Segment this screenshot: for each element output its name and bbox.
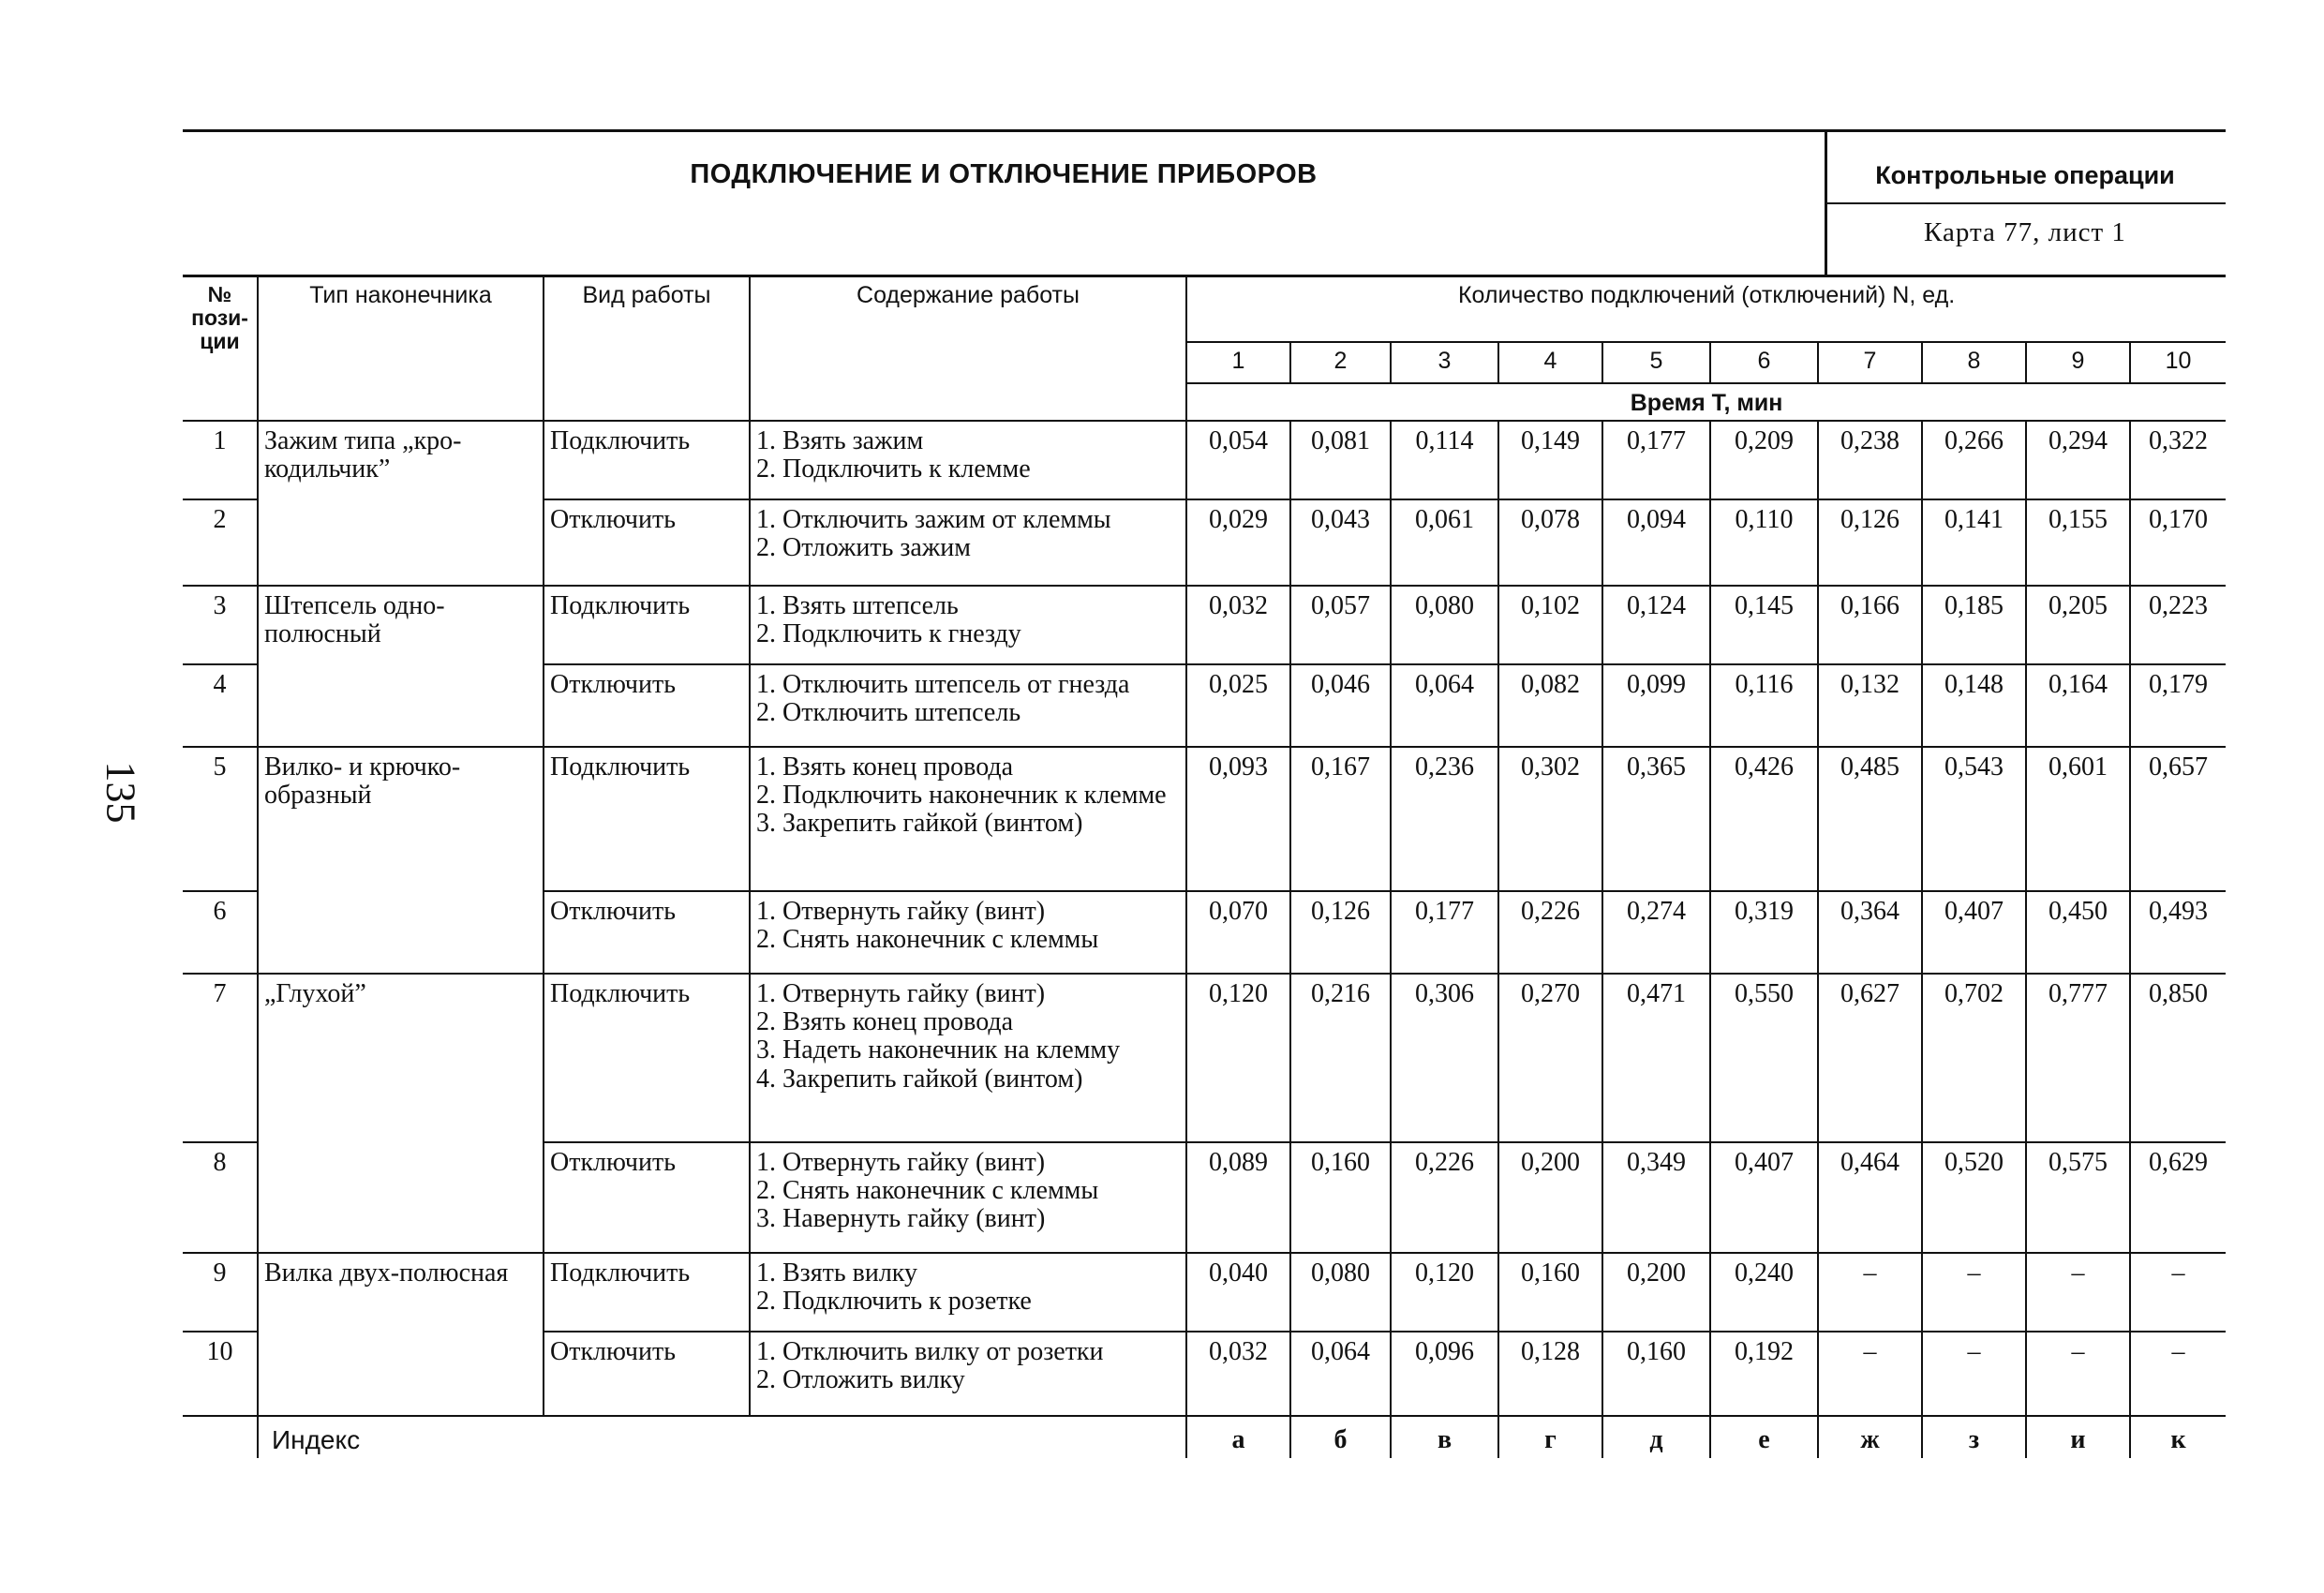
content-line: 1. Взять вилку <box>756 1258 918 1288</box>
time-value: 0,302 <box>1498 747 1602 891</box>
time-value: 0,080 <box>1391 586 1498 664</box>
index-label: Индекс <box>258 1416 750 1458</box>
work-type: Отключить <box>544 1142 750 1253</box>
table-row <box>183 586 2226 664</box>
time-value: 0,164 <box>2026 664 2130 747</box>
table-row <box>183 1253 2226 1332</box>
time-value: 0,102 <box>1498 586 1602 664</box>
time-value: 0,166 <box>1818 586 1922 664</box>
time-value: 0,160 <box>1602 1332 1710 1416</box>
work-content <box>750 664 1186 747</box>
work-content <box>750 1142 1186 1253</box>
time-value: 0,081 <box>1290 421 1391 499</box>
tip-type: Вилко- и крючко-образный <box>258 747 544 974</box>
position-number: 1 <box>183 421 258 499</box>
time-value: 0,485 <box>1818 747 1922 891</box>
time-value: 0,132 <box>1818 664 1922 747</box>
content-line: 2. Снять наконечник с клеммы <box>756 1176 1099 1206</box>
time-value: 0,657 <box>2130 747 2226 891</box>
time-value: – <box>1818 1253 1922 1332</box>
time-value: 0,226 <box>1391 1142 1498 1253</box>
n-header: 8 <box>1922 342 2026 383</box>
work-content <box>750 1253 1186 1332</box>
content-line: 2. Взять конец провода <box>756 1007 1014 1037</box>
index-letter: з <box>1922 1416 2026 1458</box>
n-header: 3 <box>1391 342 1498 383</box>
time-value: 0,407 <box>1710 1142 1818 1253</box>
time-value: 0,306 <box>1391 974 1498 1142</box>
position-number: 3 <box>183 586 258 664</box>
content-line: 1. Отключить штепсель от гнезда <box>756 670 1130 699</box>
time-value: 0,177 <box>1391 891 1498 974</box>
time-value: 0,096 <box>1391 1332 1498 1416</box>
work-type: Подключить <box>544 1253 750 1332</box>
time-value: 0,629 <box>2130 1142 2226 1253</box>
time-value: 0,238 <box>1818 421 1922 499</box>
time-value: 0,170 <box>2130 499 2226 586</box>
time-value: 0,149 <box>1498 421 1602 499</box>
col-quantity: Количество подключений (отключений) N, ед. <box>1186 276 2226 343</box>
time-value: 0,120 <box>1391 1253 1498 1332</box>
work-content <box>750 1332 1186 1416</box>
position-number: 7 <box>183 974 258 1142</box>
index-letter: и <box>2026 1416 2130 1458</box>
position-number: 10 <box>183 1332 258 1416</box>
time-value: 0,082 <box>1498 664 1602 747</box>
position-number: 4 <box>183 664 258 747</box>
content-line: 3. Закрепить гайкой (винтом) <box>756 809 1083 839</box>
time-value: 0,094 <box>1602 499 1710 586</box>
index-letter: г <box>1498 1416 1602 1458</box>
time-value: – <box>2026 1253 2130 1332</box>
time-value: 0,141 <box>1922 499 2026 586</box>
index-letter: ж <box>1818 1416 1922 1458</box>
time-value: 0,025 <box>1186 664 1290 747</box>
work-type: Подключить <box>544 421 750 499</box>
time-value: 0,078 <box>1498 499 1602 586</box>
time-value: 0,319 <box>1710 891 1818 974</box>
card-label: Карта 77, лист 1 <box>1924 217 2126 247</box>
time-value: 0,216 <box>1290 974 1391 1142</box>
content-line: 4. Закрепить гайкой (винтом) <box>756 1064 1083 1094</box>
content-line: 2. Отключить штепсель <box>756 698 1021 728</box>
time-value: 0,177 <box>1602 421 1710 499</box>
work-type: Отключить <box>544 499 750 586</box>
content-line: 2. Подключить к гнезду <box>756 619 1021 649</box>
time-value: 0,200 <box>1498 1142 1602 1253</box>
n-header: 4 <box>1498 342 1602 383</box>
content-line: 2. Подключить наконечник к клемме <box>756 781 1167 811</box>
time-value: 0,160 <box>1498 1253 1602 1332</box>
work-content <box>750 421 1186 499</box>
position-number: 2 <box>183 499 258 586</box>
time-value: 0,349 <box>1602 1142 1710 1253</box>
time-value: 0,236 <box>1391 747 1498 891</box>
time-value: 0,192 <box>1710 1332 1818 1416</box>
time-value: 0,266 <box>1922 421 2026 499</box>
work-type: Подключить <box>544 586 750 664</box>
content-line: 3. Надеть наконечник на клемму <box>756 1035 1121 1065</box>
tip-type: Зажим типа „кро-кодильчик” <box>258 421 544 586</box>
work-type: Отключить <box>544 891 750 974</box>
time-value: 0,322 <box>2130 421 2226 499</box>
time-value: 0,064 <box>1290 1332 1391 1416</box>
content-line: 2. Снять наконечник с клеммы <box>756 925 1099 955</box>
time-value: 0,550 <box>1710 974 1818 1142</box>
time-value: 0,155 <box>2026 499 2130 586</box>
work-type: Отключить <box>544 664 750 747</box>
time-value: 0,040 <box>1186 1253 1290 1332</box>
time-value: 0,575 <box>2026 1142 2130 1253</box>
time-value: 0,426 <box>1710 747 1818 891</box>
time-value: 0,061 <box>1391 499 1498 586</box>
content-line: 2. Подключить к розетке <box>756 1287 1032 1317</box>
time-value: 0,223 <box>2130 586 2226 664</box>
n-header: 1 <box>1186 342 1290 383</box>
content-line: 1. Отключить вилку от розетки <box>756 1337 1104 1366</box>
norms-table <box>183 275 2226 1458</box>
content-line: 1. Взять конец провода <box>756 752 1014 782</box>
time-value: 0,116 <box>1710 664 1818 747</box>
work-content <box>750 974 1186 1142</box>
time-value: 0,089 <box>1186 1142 1290 1253</box>
time-value: 0,032 <box>1186 1332 1290 1416</box>
time-value: 0,032 <box>1186 586 1290 664</box>
content-line: 1. Отвернуть гайку (винт) <box>756 1148 1046 1177</box>
time-value: 0,274 <box>1602 891 1710 974</box>
time-value: 0,128 <box>1498 1332 1602 1416</box>
tip-type: Вилка двух-полюсная <box>258 1253 544 1416</box>
n-header: 2 <box>1290 342 1391 383</box>
time-value: 0,126 <box>1290 891 1391 974</box>
section-label: Контрольные операции <box>1875 161 2175 189</box>
time-value: 0,093 <box>1186 747 1290 891</box>
n-header: 5 <box>1602 342 1710 383</box>
time-value: 0,702 <box>1922 974 2026 1142</box>
work-type: Отключить <box>544 1332 750 1416</box>
page-number: 135 <box>97 761 144 824</box>
time-value: 0,046 <box>1290 664 1391 747</box>
content-line: 1. Отвернуть гайку (винт) <box>756 897 1046 926</box>
time-value: 0,294 <box>2026 421 2130 499</box>
time-value: 0,080 <box>1290 1253 1391 1332</box>
time-value: 0,777 <box>2026 974 2130 1142</box>
time-value: 0,148 <box>1922 664 2026 747</box>
time-value: 0,240 <box>1710 1253 1818 1332</box>
time-value: 0,064 <box>1391 664 1498 747</box>
work-content <box>750 499 1186 586</box>
time-value: 0,054 <box>1186 421 1290 499</box>
position-number: 5 <box>183 747 258 891</box>
n-header: 10 <box>2130 342 2226 383</box>
index-row <box>183 1416 2226 1458</box>
n-header: 9 <box>2026 342 2130 383</box>
time-value: 0,145 <box>1710 586 1818 664</box>
content-line: 2. Отложить вилку <box>756 1365 965 1395</box>
n-header: 7 <box>1818 342 1922 383</box>
time-header: Время Т, мин <box>1186 383 2226 421</box>
time-value: 0,029 <box>1186 499 1290 586</box>
time-value: – <box>1818 1332 1922 1416</box>
time-value: 0,209 <box>1710 421 1818 499</box>
time-value: 0,471 <box>1602 974 1710 1142</box>
time-value: 0,520 <box>1922 1142 2026 1253</box>
time-value: – <box>2130 1332 2226 1416</box>
time-value: 0,365 <box>1602 747 1710 891</box>
work-content <box>750 747 1186 891</box>
table-row <box>183 421 2226 499</box>
time-value: 0,124 <box>1602 586 1710 664</box>
time-value: 0,120 <box>1186 974 1290 1142</box>
time-value: – <box>2130 1253 2226 1332</box>
index-letter: е <box>1710 1416 1818 1458</box>
header-block <box>183 129 2226 275</box>
time-value: 0,226 <box>1498 891 1602 974</box>
content-line: 1. Отключить зажим от клеммы <box>756 505 1111 534</box>
time-value: – <box>2026 1332 2130 1416</box>
work-type: Подключить <box>544 974 750 1142</box>
time-value: 0,114 <box>1391 421 1498 499</box>
content-line: 1. Взять штепсель <box>756 591 959 620</box>
time-value: 0,205 <box>2026 586 2130 664</box>
time-value: 0,270 <box>1498 974 1602 1142</box>
table-row <box>183 747 2226 891</box>
time-value: 0,160 <box>1290 1142 1391 1253</box>
time-value: 0,450 <box>2026 891 2130 974</box>
position-number: 6 <box>183 891 258 974</box>
content-line: 1. Взять зажим <box>756 426 924 455</box>
content-line: 3. Навернуть гайку (винт) <box>756 1204 1046 1234</box>
tip-type: Штепсель одно-полюсный <box>258 586 544 747</box>
index-letter: б <box>1290 1416 1391 1458</box>
index-letter: а <box>1186 1416 1290 1458</box>
time-value: 0,167 <box>1290 747 1391 891</box>
col-tip-type: Тип наконечника <box>258 276 544 422</box>
tip-type: „Глухой” <box>258 974 544 1253</box>
time-value: 0,364 <box>1818 891 1922 974</box>
index-blank <box>183 1416 258 1458</box>
time-value: 0,407 <box>1922 891 2026 974</box>
col-content: Содержание работы <box>750 276 1186 422</box>
index-letter: д <box>1602 1416 1710 1458</box>
time-value: 0,493 <box>2130 891 2226 974</box>
time-value: 0,464 <box>1818 1142 1922 1253</box>
n-header: 6 <box>1710 342 1818 383</box>
position-number: 9 <box>183 1253 258 1332</box>
time-value: 0,057 <box>1290 586 1391 664</box>
index-letter: к <box>2130 1416 2226 1458</box>
index-letter: в <box>1391 1416 1498 1458</box>
time-value: 0,179 <box>2130 664 2226 747</box>
content-line: 1. Отвернуть гайку (винт) <box>756 979 1046 1008</box>
content-line: 2. Отложить зажим <box>756 533 971 563</box>
time-value: 0,601 <box>2026 747 2130 891</box>
time-value: 0,099 <box>1602 664 1710 747</box>
work-type: Подключить <box>544 747 750 891</box>
time-value: 0,043 <box>1290 499 1391 586</box>
col-position: № пози-ции <box>183 276 258 422</box>
time-value: 0,543 <box>1922 747 2026 891</box>
content-line: 2. Подключить к клемме <box>756 454 1031 484</box>
position-number: 8 <box>183 1142 258 1253</box>
work-content <box>750 891 1186 974</box>
work-content <box>750 586 1186 664</box>
table-row <box>183 974 2226 1142</box>
time-value: – <box>1922 1332 2026 1416</box>
time-value: 0,070 <box>1186 891 1290 974</box>
time-value: 0,200 <box>1602 1253 1710 1332</box>
time-value: 0,110 <box>1710 499 1818 586</box>
time-value: – <box>1922 1253 2026 1332</box>
time-value: 0,126 <box>1818 499 1922 586</box>
page-title: ПОДКЛЮЧЕНИЕ И ОТКЛЮЧЕНИЕ ПРИБОРОВ <box>690 159 1318 189</box>
time-value: 0,627 <box>1818 974 1922 1142</box>
col-work-type: Вид работы <box>544 276 750 422</box>
index-blank <box>750 1416 1186 1458</box>
time-value: 0,850 <box>2130 974 2226 1142</box>
time-value: 0,185 <box>1922 586 2026 664</box>
